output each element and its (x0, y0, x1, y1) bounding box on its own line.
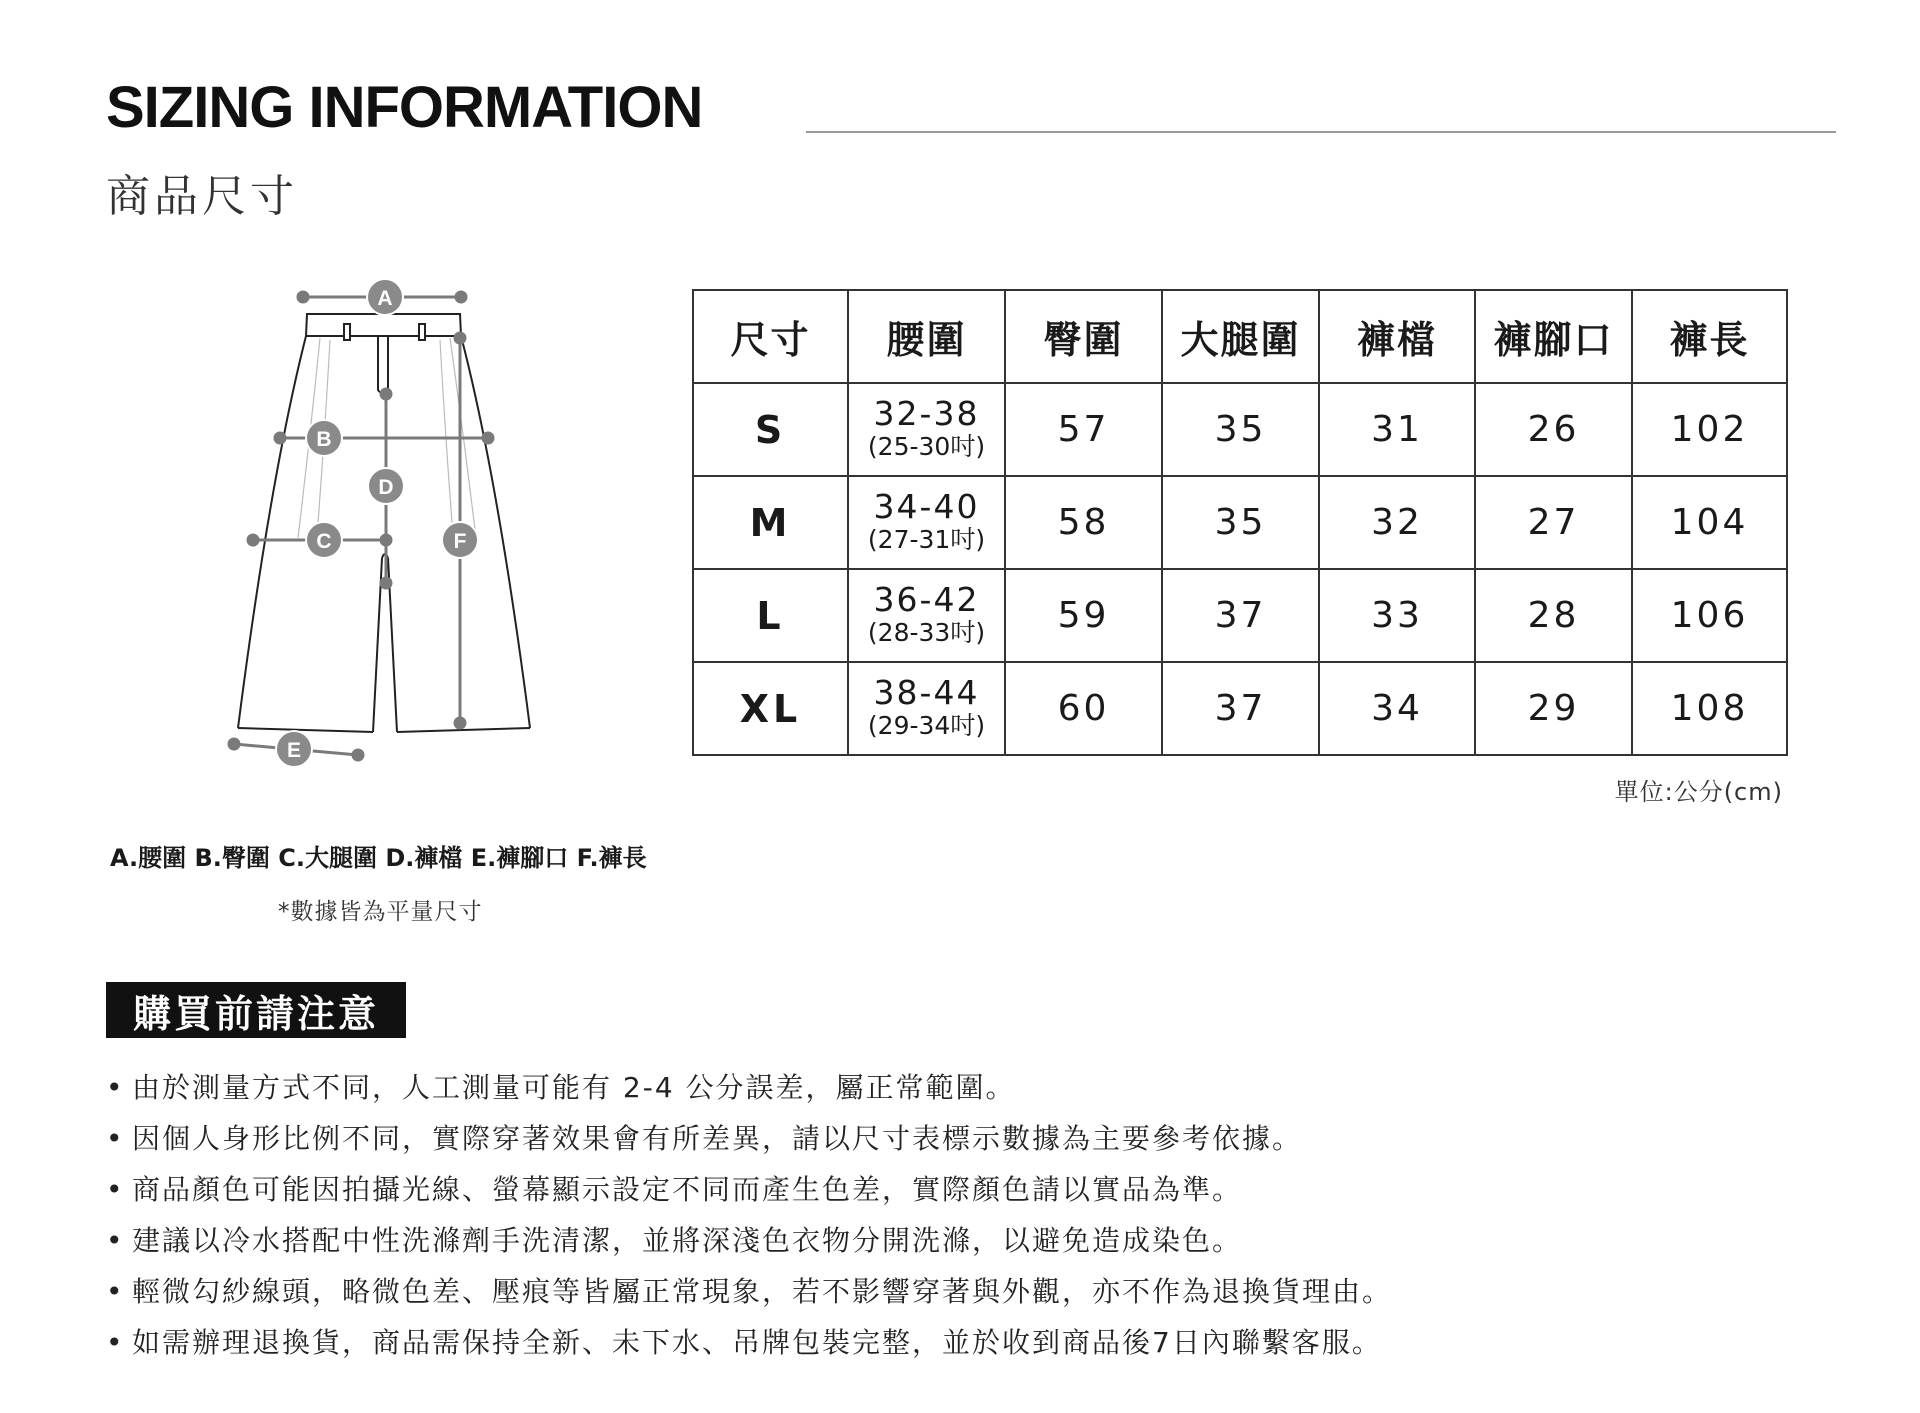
note-text: 輕微勾紗線頭，略微色差、壓痕等皆屬正常現象，若不影響穿著與外觀，亦不作為退換貨理由。 (132, 1275, 1393, 1308)
table-header-row (693, 290, 1787, 383)
pants-diagram (210, 278, 550, 778)
label-b: B (316, 428, 332, 451)
thigh-cell: 35 (1162, 476, 1319, 569)
hip-cell: 59 (1005, 569, 1162, 662)
note-text: 商品顏色可能因拍攝光線、螢幕顯示設定不同而產生色差，實際顏色請以實品為準。 (132, 1173, 1243, 1206)
note-text: 因個人身形比例不同，實際穿著效果會有所差異，請以尺寸表標示數據為主要參考依據。 (132, 1122, 1303, 1155)
label-a: A (377, 287, 393, 310)
waist-inch: (27-31吋) (867, 524, 986, 554)
header-size: 尺寸 (693, 290, 848, 383)
note-text: 如需辦理退換貨，商品需保持全新、未下水、吊牌包裝完整，並於收到商品後7日內聯繫客服。 (132, 1326, 1382, 1359)
list-item (106, 1266, 1392, 1317)
hem-cell: 26 (1475, 383, 1632, 476)
waist-cell (848, 476, 1005, 569)
hip-cell: 57 (1005, 383, 1162, 476)
bullet-icon: • (106, 1224, 125, 1257)
label-d: D (378, 476, 394, 499)
rise-cell: 33 (1319, 569, 1475, 662)
title-divider (806, 131, 1836, 133)
note-text: 由於測量方式不同，人工測量可能有 2-4 公分誤差，屬正常範圍。 (132, 1071, 1016, 1104)
measurement-legend: A.腰圍 B.臀圍 C.大腿圍 D.褲檔 E.褲腳口 F.褲長 (110, 844, 647, 872)
page-subtitle: 商品尺寸 (106, 171, 298, 222)
length-cell: 102 (1632, 383, 1787, 476)
header-waist: 腰圍 (848, 290, 1005, 383)
list-item (106, 1317, 1392, 1368)
size-cell: S (693, 383, 848, 476)
bullet-icon: • (106, 1071, 125, 1104)
waist-cm: 34-40 (873, 487, 980, 527)
table-row (693, 569, 1787, 662)
table-row (693, 476, 1787, 569)
size-table (692, 289, 1788, 756)
waist-cell (848, 662, 1005, 755)
table-row (693, 662, 1787, 755)
hip-cell: 60 (1005, 662, 1162, 755)
hip-cell: 58 (1005, 476, 1162, 569)
notice-list (106, 1062, 1392, 1368)
label-c: C (316, 530, 332, 553)
length-cell: 108 (1632, 662, 1787, 755)
waist-cell (848, 383, 1005, 476)
list-item (106, 1215, 1392, 1266)
thigh-cell: 35 (1162, 383, 1319, 476)
rise-cell: 34 (1319, 662, 1475, 755)
waist-cm: 32-38 (873, 394, 980, 434)
rise-cell: 31 (1319, 383, 1475, 476)
header-rise: 褲檔 (1319, 290, 1475, 383)
note-text: 建議以冷水搭配中性洗滌劑手洗清潔，並將深淺色衣物分開洗滌，以避免造成染色。 (132, 1224, 1243, 1257)
rise-cell: 32 (1319, 476, 1475, 569)
hem-cell: 27 (1475, 476, 1632, 569)
size-cell: L (693, 569, 848, 662)
unit-note: 單位:公分(cm) (1614, 778, 1783, 806)
bullet-icon: • (106, 1275, 125, 1308)
bullet-icon: • (106, 1122, 125, 1155)
header-hip: 臀圍 (1005, 290, 1162, 383)
header-hem: 褲腳口 (1475, 290, 1632, 383)
bullet-icon: • (106, 1173, 125, 1206)
hem-cell: 29 (1475, 662, 1632, 755)
list-item (106, 1062, 1392, 1113)
length-cell: 106 (1632, 569, 1787, 662)
length-cell: 104 (1632, 476, 1787, 569)
waist-inch: (25-30吋) (867, 431, 986, 461)
thigh-cell: 37 (1162, 569, 1319, 662)
list-item (106, 1164, 1392, 1215)
label-e: E (286, 739, 302, 762)
list-item (106, 1113, 1392, 1164)
waist-cm: 38-44 (873, 673, 980, 713)
size-cell: M (693, 476, 848, 569)
notice-heading: 購買前請注意 (106, 982, 406, 1038)
waist-inch: (28-33吋) (867, 617, 986, 647)
page-title: SIZING INFORMATION (106, 75, 703, 140)
size-cell: XL (693, 662, 848, 755)
waist-inch: (29-34吋) (867, 710, 986, 740)
flat-measure-note: *數據皆為平量尺寸 (278, 899, 483, 925)
hem-cell: 28 (1475, 569, 1632, 662)
header-length: 褲長 (1632, 290, 1787, 383)
waist-cell (848, 569, 1005, 662)
bullet-icon: • (106, 1326, 125, 1359)
thigh-cell: 37 (1162, 662, 1319, 755)
table-row (693, 383, 1787, 476)
waist-cm: 36-42 (873, 580, 980, 620)
label-f: F (453, 530, 467, 553)
header-thigh: 大腿圍 (1162, 290, 1319, 383)
